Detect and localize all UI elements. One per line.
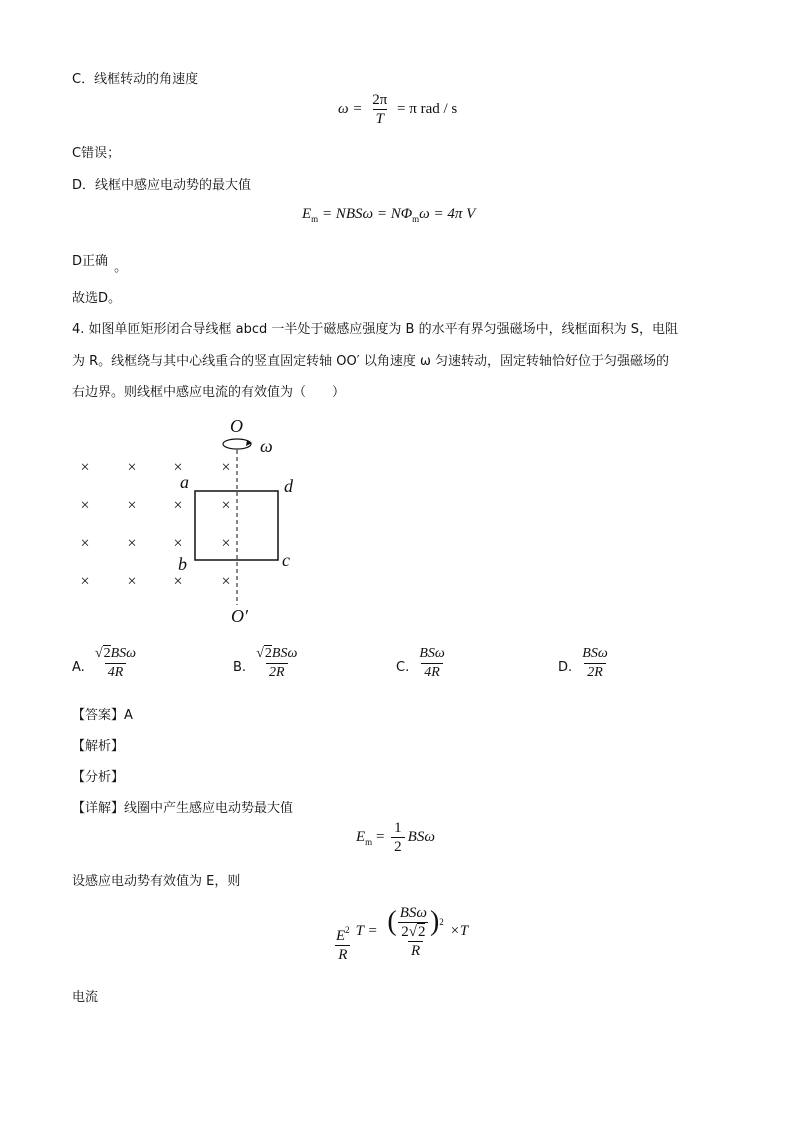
eff-xT: ×T xyxy=(449,922,469,939)
question-line-1: 4. 如图单匝矩形闭合导线框 abcd 一半处于磁感应强度为 B 的水平有界匀强磁场中，线框面积为 S，电阻 xyxy=(72,322,678,337)
option-fraction xyxy=(579,646,610,681)
field-mark: × xyxy=(173,459,183,476)
field-marks xyxy=(80,459,230,590)
choose-d-text: 故选D。 xyxy=(72,291,122,306)
field-mark: × xyxy=(80,459,90,476)
eff-right-denominator: R xyxy=(408,941,423,959)
omega-numerator: 2π xyxy=(372,92,388,108)
em-half-formula xyxy=(356,820,435,855)
emax-rhs: ω = 4π V xyxy=(419,206,476,222)
eff-right-numerator: ( $\frac{\text{BSω}}{2√2}$ ) 2 xyxy=(387,904,444,940)
option-a[interactable] xyxy=(72,646,142,681)
option-fraction xyxy=(416,646,447,681)
c-wrong-text: C错误； xyxy=(72,146,121,161)
detail-text: 线圈中产生感应电动势最大值 xyxy=(124,801,294,816)
field-mark: × xyxy=(173,573,183,590)
option-c-heading: C．线框转动的角速度 xyxy=(72,72,199,87)
eff-left-fraction xyxy=(333,922,353,963)
corner-b-label: b xyxy=(178,554,187,574)
field-mark: × xyxy=(221,535,231,552)
d-correct-text xyxy=(72,250,128,275)
answer-line xyxy=(72,704,133,723)
current-text: 电流 xyxy=(72,990,99,1005)
omega-label: ω xyxy=(260,436,273,456)
option-numerator: BSω xyxy=(419,646,445,661)
emax-mid: = NBSω = NΦ xyxy=(318,206,413,222)
field-mark: × xyxy=(80,535,90,552)
axis-label-top: O xyxy=(230,416,243,436)
option-denominator: 4R xyxy=(421,663,443,681)
emax-formula xyxy=(302,206,475,224)
field-mark: × xyxy=(80,573,90,590)
option-c[interactable] xyxy=(396,646,451,681)
em2-eq: = xyxy=(375,828,385,845)
answer-value: A xyxy=(124,708,133,723)
field-mark: × xyxy=(127,497,137,514)
option-letter: D. xyxy=(558,660,573,675)
detail-label: 【详解】 xyxy=(72,801,125,816)
option-denominator: 4R xyxy=(105,663,127,681)
omega-fraction xyxy=(369,92,390,127)
omega-lhs: ω = xyxy=(338,100,363,117)
em2-numerator: 1 xyxy=(394,820,402,836)
em2-denominator: 2 xyxy=(391,837,405,855)
emax-sub2: m xyxy=(412,214,420,224)
em2-fraction xyxy=(391,820,405,855)
field-mark: × xyxy=(127,535,137,552)
d-correct-period: 。 xyxy=(114,260,128,275)
option-d[interactable] xyxy=(558,646,614,681)
field-mark: × xyxy=(221,573,231,590)
omega-rhs: = π rad / s xyxy=(397,100,458,117)
option-fraction xyxy=(253,646,300,681)
option-numerator: √2BSω xyxy=(94,646,137,661)
omega-formula xyxy=(338,92,457,127)
magnetic-field-figure xyxy=(60,410,320,630)
option-numerator: √2BSω xyxy=(256,646,298,661)
question-line-2: 为 R。线框绕与其中心线重合的竖直固定转轴 OO′ 以角速度 ω 匀速转动，固定转轴恰好位于匀强磁场的 xyxy=(72,354,669,369)
corner-a-label: a xyxy=(180,472,189,492)
field-mark: × xyxy=(221,497,231,514)
option-d-heading: D．线框中感应电动势的最大值 xyxy=(72,178,252,193)
eff-left-denominator: R xyxy=(335,945,350,963)
detail-line xyxy=(72,797,293,816)
options-row xyxy=(72,646,732,690)
eff-left-numerator: $E^2$ xyxy=(336,925,350,944)
analysis-label: 【解析】 xyxy=(72,739,125,754)
em2-rhs: BSω xyxy=(407,828,435,845)
field-mark: × xyxy=(127,573,137,590)
fenxi-label: 【分析】 xyxy=(72,770,125,785)
field-mark: × xyxy=(127,459,137,476)
effective-formula xyxy=(330,900,468,972)
option-letter: B. xyxy=(233,660,247,675)
field-mark: × xyxy=(173,535,183,552)
question-line-3: 右边界。则线框中感应电流的有效值为（ ） xyxy=(72,385,346,400)
corner-c-label: c xyxy=(282,550,290,570)
em2-sub: m xyxy=(365,836,373,847)
emax-E: E xyxy=(302,206,312,222)
emax-sub: m xyxy=(311,214,319,224)
field-mark: × xyxy=(173,497,183,514)
option-fraction xyxy=(92,646,139,681)
option-b[interactable] xyxy=(233,646,303,681)
eff-T: T = xyxy=(355,922,378,939)
answer-label: 【答案】 xyxy=(72,708,125,723)
field-mark: × xyxy=(80,497,90,514)
option-denominator: 2R xyxy=(584,663,606,681)
omega-denominator: T xyxy=(373,109,387,127)
d-correct-label: D正确 xyxy=(72,254,109,269)
option-letter: A. xyxy=(72,660,85,675)
axis-label-bottom: O′ xyxy=(231,606,248,626)
option-denominator: 2R xyxy=(266,663,288,681)
effective-text: 设感应电动势有效值为 E，则 xyxy=(72,874,241,889)
eff-right-fraction xyxy=(384,905,446,959)
em2-E: E xyxy=(356,828,366,845)
option-letter: C. xyxy=(396,660,410,675)
field-mark: × xyxy=(221,459,231,476)
option-numerator: BSω xyxy=(582,646,608,661)
corner-d-label: d xyxy=(284,476,293,496)
